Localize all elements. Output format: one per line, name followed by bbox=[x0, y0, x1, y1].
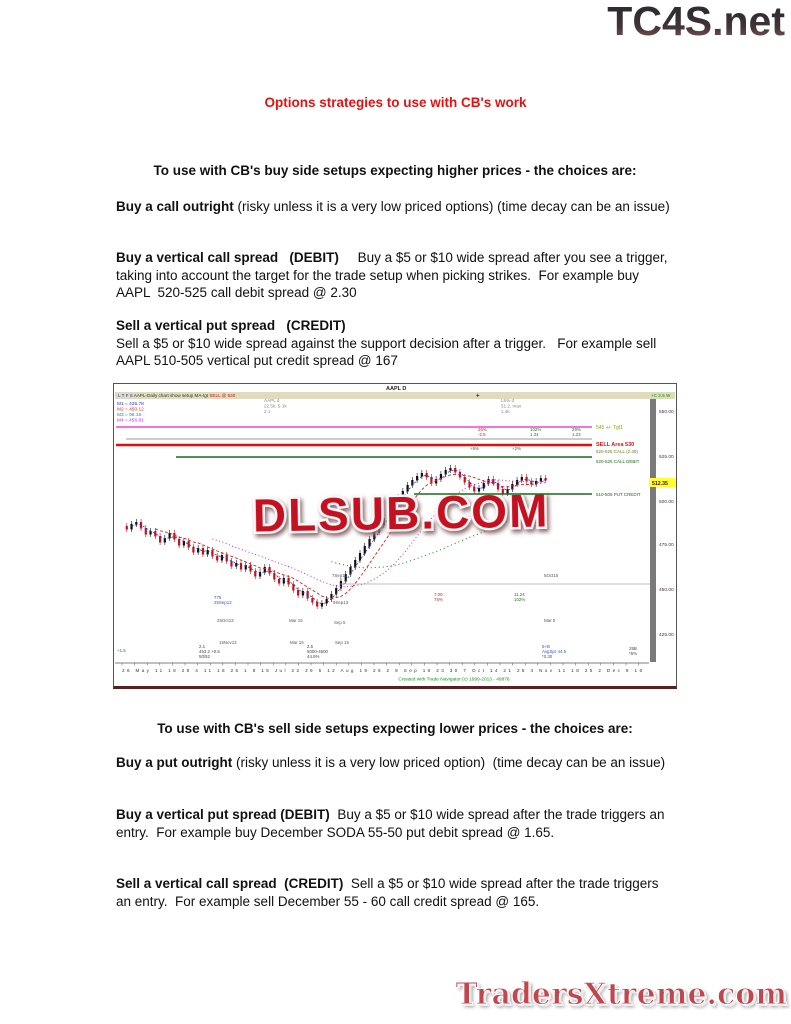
paragraph-lead: Sell a vertical call spread (CREDIT) bbox=[116, 876, 344, 891]
toolbar-right-text: +C 2.5 W bbox=[651, 393, 671, 399]
paragraph-text: (risky unless it is a very low priced options) (time decay can be an issue) bbox=[233, 199, 670, 214]
paragraph-lead: Buy a call outright bbox=[116, 199, 234, 214]
paragraph-buy-put-spread bbox=[116, 806, 672, 841]
percent-label: 26% bbox=[478, 427, 487, 432]
paragraph-text: Buy a $5 or $10 wide spread after you see a trigger, taking into account the target for the trade setup when picking strikes. For example buy AAPL 520-525 call debit spread @ 2.30 bbox=[116, 250, 672, 300]
chart-annotation: 50/52 bbox=[199, 654, 210, 659]
ma-legend-row: M2 = 450.12 bbox=[117, 407, 144, 413]
percent-label: +5% bbox=[470, 446, 479, 451]
paragraph-lead: Buy a vertical call spread (DEBIT) bbox=[116, 250, 339, 265]
paragraph-lead: Sell a vertical put spread (CREDIT) bbox=[116, 318, 346, 333]
paragraph-sell-put-spread bbox=[116, 317, 672, 370]
buy-side-header: To use with CB's buy side setups expecting higher prices - the choices are: bbox=[153, 163, 637, 178]
date-axis-labels: 26 May 11 18 28 4 11 18 25 1 8 15 Jul 22 29 5 12 Aug 19 26 2 9 Sep 16 23 30 7 Oct 14 21 28 4 Nov 11 18 25 2 Dec 9 16 bbox=[122, 668, 643, 673]
chart-annotation: Mar 5 bbox=[544, 618, 556, 623]
legend-cluster-row: 51.2, max bbox=[501, 403, 522, 409]
paragraph-buy-call bbox=[116, 198, 672, 216]
signal-line-label: 520-525 CALL (2.30) bbox=[596, 449, 638, 454]
tc4s-logo[interactable]: TC4S.net bbox=[607, 0, 785, 44]
price-axis-label: 525.00 bbox=[659, 455, 674, 460]
toolbar-center-mark: + bbox=[476, 393, 480, 400]
chart-annotation: AvgSpr 44.5 bbox=[542, 649, 567, 654]
price-axis-label: 425.00 bbox=[659, 633, 674, 638]
legend-cluster-row: 22.5k, 5-1k bbox=[264, 403, 287, 409]
chart-annotation: *0.30 bbox=[542, 654, 553, 659]
aapl-chart-screenshot bbox=[113, 383, 677, 689]
chart-annotation: Sep 15 bbox=[335, 640, 349, 645]
chart-annotation: Sep 5 bbox=[334, 620, 346, 625]
signal-line-label: 545 +/- Tgt1 bbox=[596, 425, 624, 431]
percent-label: +2% bbox=[512, 446, 521, 451]
chart-overlay-layer bbox=[114, 384, 676, 686]
paragraph-text: Sell a $5 or $10 wide spread after the trade triggers an entry. For example sell December 55 - 60 call credit spread @ 165. bbox=[116, 876, 663, 909]
paragraph-sell-call-spread bbox=[116, 875, 672, 910]
toolbar-text: L T F S AAPL-Daily chart show setup MA-tgt SELL @ 530 bbox=[118, 393, 236, 399]
last-price-tag-text: 512.35 bbox=[652, 480, 668, 487]
paragraph-buy-put bbox=[116, 754, 672, 772]
paragraph-text: (risky unless it is a very low priced option) (time decay can be an issue) bbox=[232, 755, 666, 770]
ma-legend-row: M1 = 435.78 bbox=[117, 402, 144, 407]
chart-credit: Created with Trade Navigator (c) 1999-2013 - 49876 bbox=[398, 677, 510, 683]
price-axis-label: 475.00 bbox=[659, 543, 674, 548]
chart-annotation: 7.00 bbox=[434, 592, 443, 597]
price-axis-label: 500.00 bbox=[659, 500, 674, 505]
signal-line-label: SELL Area 530 bbox=[596, 442, 635, 448]
paragraph-lead: Buy a vertical put spread (DEBIT) bbox=[116, 807, 330, 822]
legend-cluster-row: 1.4k bbox=[501, 409, 510, 414]
chart-annotation: 25Sep13 bbox=[214, 600, 232, 605]
dlsub-watermark: DLSUB.COM bbox=[252, 484, 550, 542]
chart-annotation: Mar 15 bbox=[290, 640, 304, 645]
price-axis-label: 550.00 bbox=[659, 410, 674, 415]
chart-annotation: Mar 15 bbox=[289, 618, 303, 623]
chart-title: AAPL D bbox=[386, 386, 407, 392]
signal-line-label: 520-525 CALL DEBIT bbox=[596, 459, 640, 464]
legend-cluster-row: AAPL d bbox=[264, 398, 280, 403]
chart-annotation: 5Oct15 bbox=[544, 573, 559, 578]
signal-line-label: 510-505 PUT CREDIT bbox=[596, 492, 641, 497]
paragraph-buy-call-spread bbox=[116, 249, 672, 302]
chart-annotation: +1.5 bbox=[117, 648, 126, 653]
chart-annotation: 453.2 +0.5 bbox=[199, 649, 220, 654]
chart-annotation: 44.5% bbox=[307, 654, 320, 659]
sell-side-header: To use with CB's sell side setups expecting lower prices - the choices are: bbox=[157, 721, 633, 736]
chart-annotation: 5+B bbox=[542, 644, 550, 649]
price-axis-label: 450.00 bbox=[659, 588, 674, 593]
percent-label: 102% bbox=[530, 427, 542, 432]
chart-annotation: 15Nov13 bbox=[219, 640, 237, 645]
chart-annotation: 7Sep13 bbox=[332, 573, 348, 578]
ma-legend-row: M4 = 456.81 bbox=[117, 418, 144, 424]
paragraph-text: Sell a $5 or $10 wide spread against the support decision after a trigger. For example sell AAPL 510-505 vertical put credit spread @ 167 bbox=[116, 335, 664, 368]
legend-cluster-row: L5% d bbox=[501, 398, 515, 403]
chart-annotation: 775 bbox=[214, 595, 222, 600]
chart-annotation: 102% bbox=[514, 597, 526, 602]
percent-label: -2.5 bbox=[478, 432, 486, 437]
chart-annotation: 25Oct13 bbox=[217, 618, 234, 623]
chart-annotation: 9Sep13 bbox=[333, 600, 349, 605]
paragraph-lead: Buy a put outright bbox=[116, 755, 233, 770]
chart-annotation: 2.1 bbox=[199, 644, 206, 649]
paragraph-text: Buy a $5 or $10 wide spread after the trade triggers an entry. For example buy December SODA 55-50 put debit spread @ 1.65. bbox=[116, 807, 669, 840]
price-axis-bar bbox=[650, 399, 656, 662]
tradersxtreme-logo[interactable]: TradersXtreme.com bbox=[455, 977, 787, 1012]
chart-annotation: 75% bbox=[434, 597, 443, 602]
chart-annotation: 5000-4500 bbox=[307, 649, 328, 654]
percent-label: 1.23 bbox=[572, 432, 581, 437]
ma-legend-row: M3 = 98.15 bbox=[117, 413, 142, 418]
chart-annotation: 11.24 bbox=[514, 592, 525, 597]
chart-annotation: 25B bbox=[629, 646, 637, 651]
legend-cluster-row: 2.1 bbox=[264, 409, 271, 414]
page-title: Options strategies to use with CB's work bbox=[264, 95, 527, 110]
percent-label: 29% bbox=[572, 427, 581, 432]
chart-annotation: *5% bbox=[629, 651, 638, 656]
percent-label: 1.34 bbox=[530, 432, 539, 437]
chart-annotation: 2.5 bbox=[307, 644, 314, 649]
